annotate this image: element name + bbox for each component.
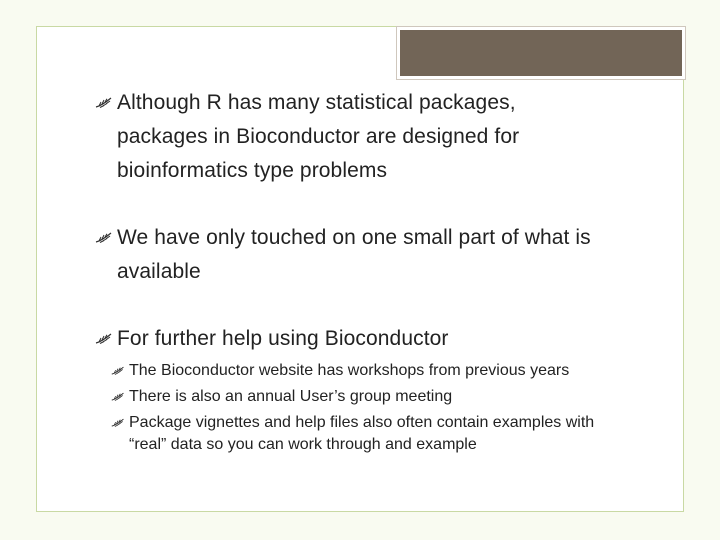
feather-icon [91,322,117,356]
feather-icon [91,86,117,120]
title-placeholder-block [397,27,685,79]
bullet-item [91,221,611,289]
slide-content [91,86,611,456]
bullet-text: We have only touched on one small part of what is available [117,226,591,283]
bullet-item [91,86,611,188]
bullet-text: Although R has many statistical packages, packages in Bioconductor are designed for bioinformatics type problems [117,91,520,182]
sub-bullet-item [107,412,611,456]
feather-icon [107,360,129,382]
feather-icon [91,221,117,255]
sub-bullet-item [107,386,611,408]
sub-bullet-list [91,360,611,456]
sub-bullet-text: Package vignettes and help files also often contain examples with “real” data so you can work through and example [129,414,595,453]
slide-frame [36,26,684,512]
sub-bullet-text: The Bioconductor website has workshops from previous years [129,362,570,379]
feather-icon [107,412,129,434]
bullet-text: For further help using Bioconductor [117,327,449,350]
feather-icon [107,386,129,408]
sub-bullet-text: There is also an annual User’s group meeting [129,388,453,405]
sub-bullet-item [107,360,611,382]
bullet-item [91,322,611,356]
